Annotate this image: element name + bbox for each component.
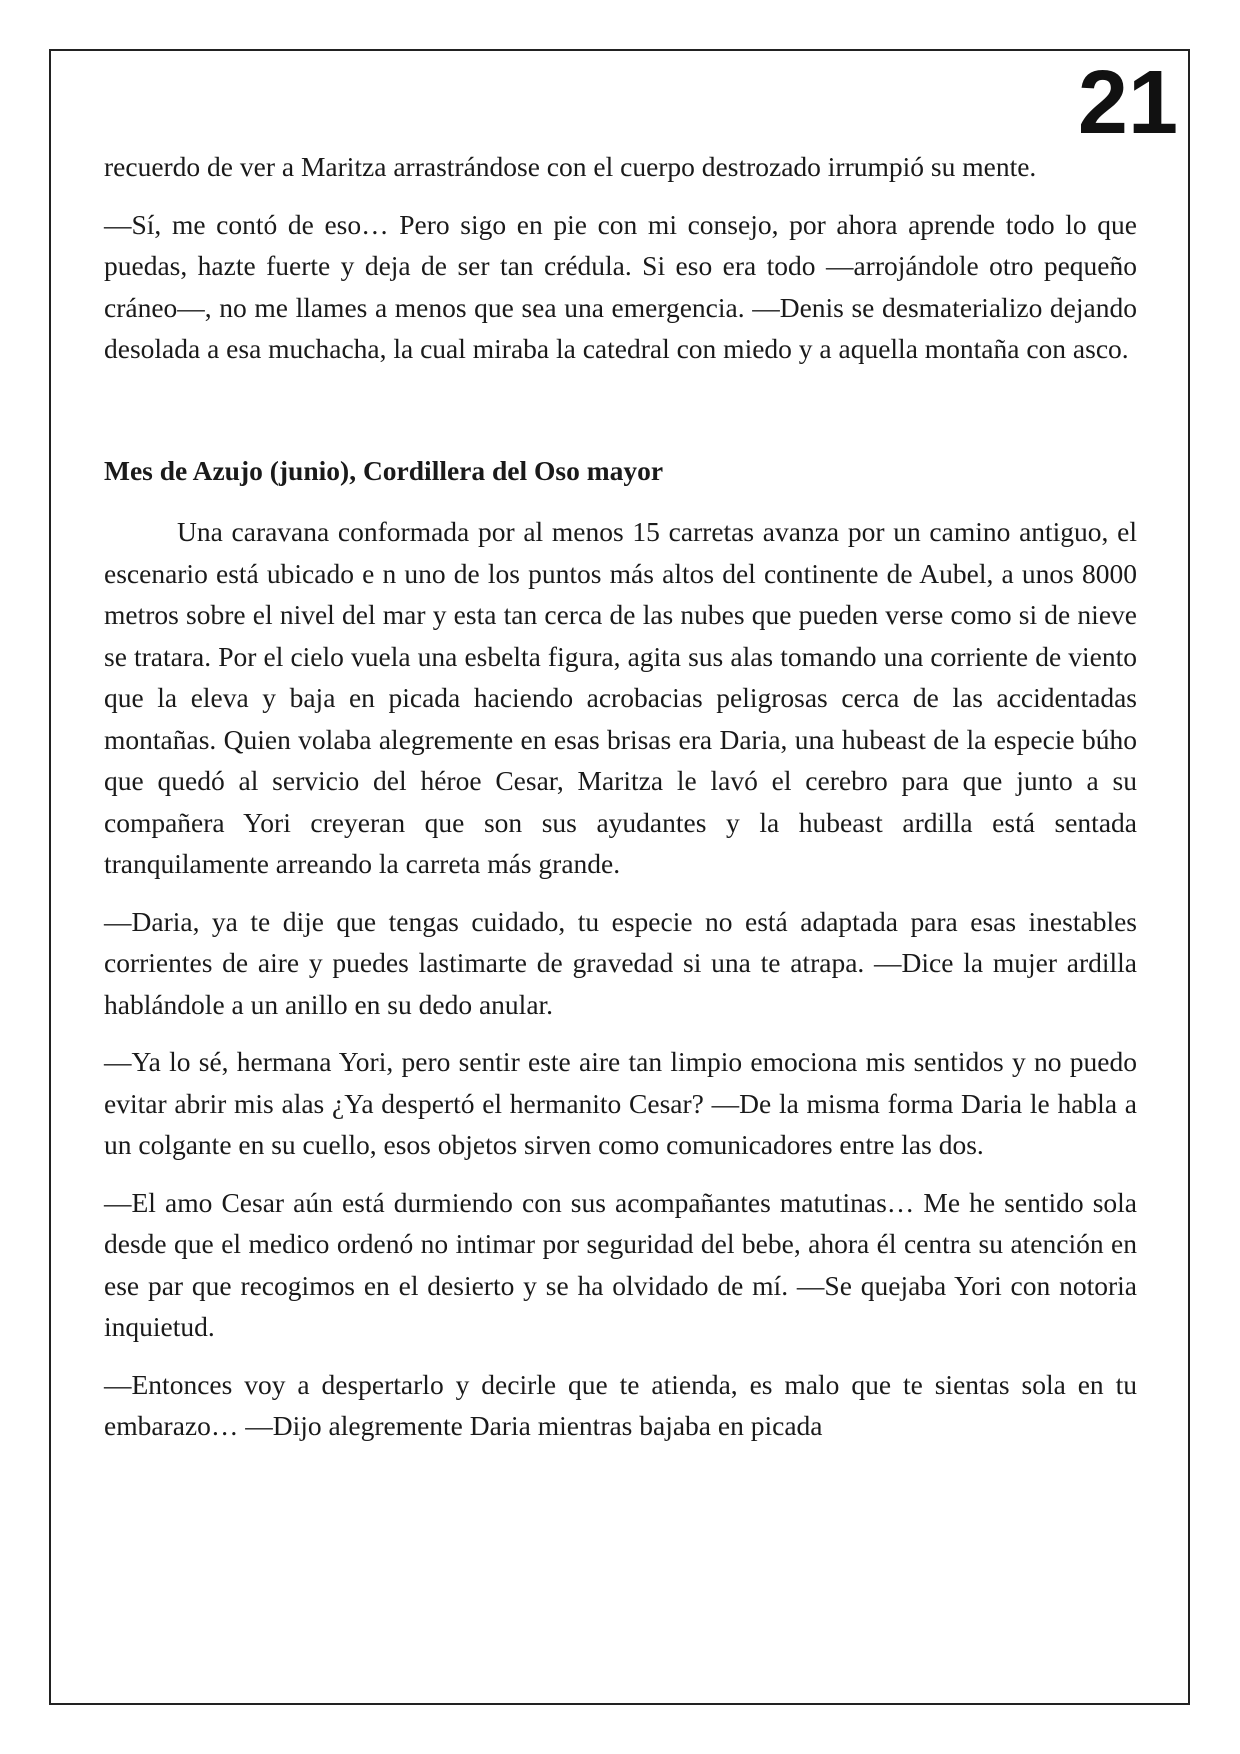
page-number: 21 bbox=[1077, 53, 1178, 153]
paragraph: —El amo Cesar aún está durmiendo con sus acompañantes matutinas… Me he sentido sola desde que el medico ordenó no intimar por seguridad del bebe, ahora él centra su atención en ese par que recogimos en el desierto y se ha olvidado de mí. —Se quejaba Yori con notoria inquietud. bbox=[104, 1186, 1137, 1342]
paragraph: —Sí, me contó de eso… Pero sigo en pie con mi consejo, por ahora aprende todo lo que puedas, hazte fuerte y deja de ser tan crédula. Si eso era todo —arrojándole otro pequeño cráneo—, no me llames a menos que sea una emergencia. —Denis se desmaterializo dejando desolada a esa muchacha, la cual miraba la catedral con miedo y a aquella montaña con asco. bbox=[104, 208, 1137, 364]
section-heading: Mes de Azujo (junio), Cordillera del Oso mayor bbox=[104, 454, 664, 486]
paragraph: —Ya lo sé, hermana Yori, pero sentir este aire tan limpio emociona mis sentidos y no puedo evitar abrir mis alas ¿Ya despertó el hermanito Cesar? —De la misma forma Daria le habla a un colgante en su cuello, esos objetos sirven como comunicadores entre las dos. bbox=[104, 1046, 1137, 1160]
page-body bbox=[104, 146, 1137, 1463]
paragraph: Una caravana conformada por al menos 15 carretas avanza por un camino antiguo, el escenario está ubicado e n uno de los puntos más altos del continente de Aubel, a unos 8000 metros sobre el nivel del mar y esta tan cerca de las nubes que pueden verse como si de nieve se tratara. Por el cielo vuela una esbelta figura, agita sus alas tomando una corriente de viento que la eleva y baja en picada haciendo acrobacias peligrosas cerca de las accidentadas montañas. Quien volaba alegremente en esas brisas era Daria, una hubeast de la especie búho que quedó al servicio del héroe Cesar, Maritza le lavó el cerebro para que junto a su compañera Yori creyeran que son sus ayudantes y la hubeast ardilla está sentada tranquilamente arreando la carreta más grande. bbox=[104, 516, 1137, 879]
paragraph: —Entonces voy a despertarlo y decirle que te atienda, es malo que te sientas sola en tu embarazo… —Dijo alegremente Daria mientras bajaba en picada bbox=[104, 1368, 1137, 1441]
paragraph: —Daria, ya te dije que tengas cuidado, tu especie no está adaptada para esas inestables corrientes de aire y puedes lastimarte de gravedad si una te atrapa. —Dice la mujer ardilla hablándole a un anillo en su dedo anular. bbox=[104, 905, 1137, 1020]
paragraph: recuerdo de ver a Maritza arrastrándose con el cuerpo destrozado irrumpió su mente. bbox=[104, 151, 1037, 182]
